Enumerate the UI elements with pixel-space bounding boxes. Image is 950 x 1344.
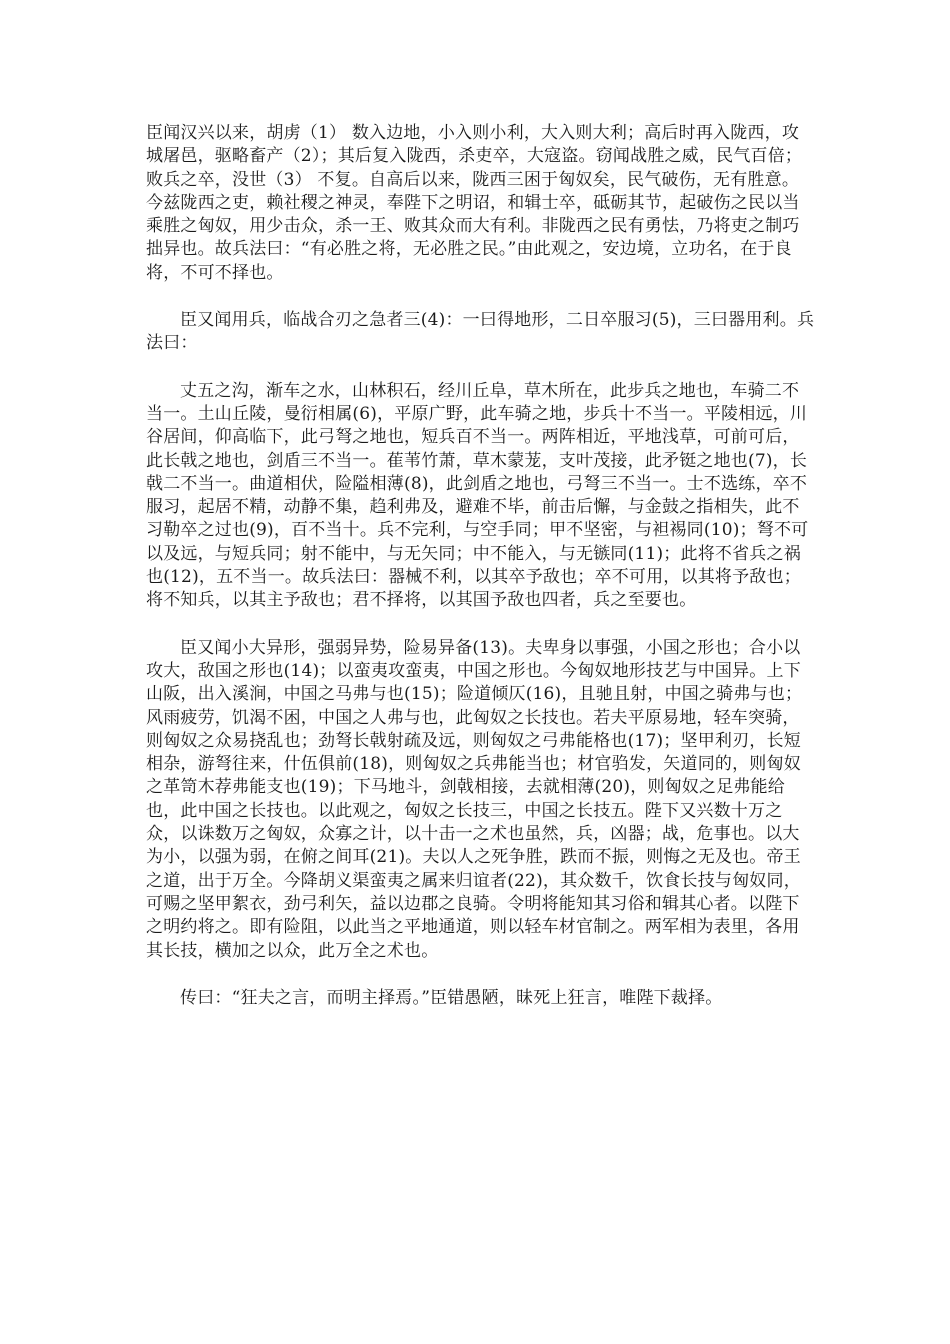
paragraph-gap — [146, 285, 816, 309]
paragraph-three-urgencies: 臣又闻用兵，临战合刃之急者三(4)：一曰得地形，二日卒服习(5)，三曰器用利。兵法曰： — [146, 310, 815, 354]
document-body — [146, 122, 816, 1010]
paragraph-gap — [146, 356, 816, 380]
paragraph-strengths-comparison: 臣又闻小大异形，强弱异势，险易异备(13)。夫卑身以事强，小国之形也；合小以攻大，敌国之形也(14)；以蛮夷攻蛮夷，中国之形也。今匈奴地形技艺与中国异。上下山阪，出入溪涧，中国之马弗与也(15)；险道倾仄(16)，且驰且射，中国之骑弗与也；风雨疲劳，饥渴不困，中国之人弗与也，此匈奴之长技也。若夫平原易地，轻车突骑，则匈奴之众易挠乱也；劲弩长戟射疏及远，则匈奴之弓弗能格也(17)；坚甲利刃，长短相杂，游弩往来，什伍俱前(18)，则匈奴之兵弗能当也；材官驺发，矢道同的，则匈奴之革笥木荐弗能支也(19)；下马地斗，剑戟相接，去就相薄(20)，则匈奴之足弗能给也，此中国之长技也。以此观之，匈奴之长技三，中国之长技五。陛下又兴数十万之众，以诛数万之匈奴，众寡之计，以十击一之术也虽然，兵，凶器；战，危事也。以大为小，以强为弱，在俯之间耳(21)。夫以人之死争胜，跌而不振，则悔之无及也。帝王之道，出于万全。今降胡义渠蛮夷之属来归谊者(22)，其众数千，饮食长技与匈奴同，可赐之坚甲絮衣，劲弓利矢，益以边郡之良骑。令明将能知其习俗和辑其心者。以陛下之明约将之。即有险阻，以此当之平地通道，则以轻车材官制之。两军相为表里，各用其长技，横加之以众，此万全之术也。 — [146, 637, 803, 961]
paragraph-opening: 臣闻汉兴以来，胡虏（1） 数入边地，小入则小利，大入则大利；高后时再入陇西，攻城屠邑，驱略畜产（2）；其后复入陇西，杀吏卒，大寇盗。窃闻战胜之威，民气百倍；败兵之卒，没世（3） 不复。自高后以来，陇西三困于匈奴矣，民气破伤，无有胜意。今兹陇西之吏，赖社稷之神灵，奉陛下之明诏，和辑士卒，砥砺其节，起破伤之民以当乘胜之匈奴，用少击众，杀一王、败其众而大有利。非陇西之民有勇怯，乃将吏之制巧拙异也。故兵法曰：“有必胜之将，无必胜之民。”由此观之，安边境，立功名，在于良将，不可不择也。 — [146, 123, 803, 283]
paragraph-closing: 传曰：“狂夫之言，而明主择焉。”臣错愚陋，昧死上狂言，唯陛下裁择。 — [180, 987, 723, 1008]
paragraph-gap — [146, 963, 816, 987]
paragraph-terrain-and-weapons: 丈五之沟，渐车之水，山林积石，经川丘阜，草木所在，此步兵之地也，车骑二不当一。土山丘陵，曼衍相属(6)，平原广野，此车骑之地，步兵十不当一。平陵相远，川谷居间，仰高临下，此弓弩之地也，短兵百不当一。两阵相近，平地浅草，可前可后，此长戟之地也，剑盾三不当一。萑苇竹萧，草木蒙茏，支叶茂接，此矛铤之地也(7)，长戟二不当一。曲道相伏，险隘相薄(8)，此剑盾之地也，弓弩三不当一。士不选练，卒不服习，起居不精，动静不集，趋利弗及，避难不毕，前击后懈，与金鼓之指相失，此不习勒卒之过也(9)，百不当十。兵不完利，与空手同；甲不坚密，与袒裼同(10)；弩不可以及远，与短兵同；射不能中，与无矢同；中不能入，与无镞同(11)；此将不省兵之祸也(12)，五不当一。故兵法曰：器械不利，以其卒予敌也；卒不可用，以其将予敌也；将不知兵，以其主予敌也；君不择将，以其国予敌也四者，兵之至要也。 — [146, 380, 809, 611]
paragraph-gap — [146, 613, 816, 637]
